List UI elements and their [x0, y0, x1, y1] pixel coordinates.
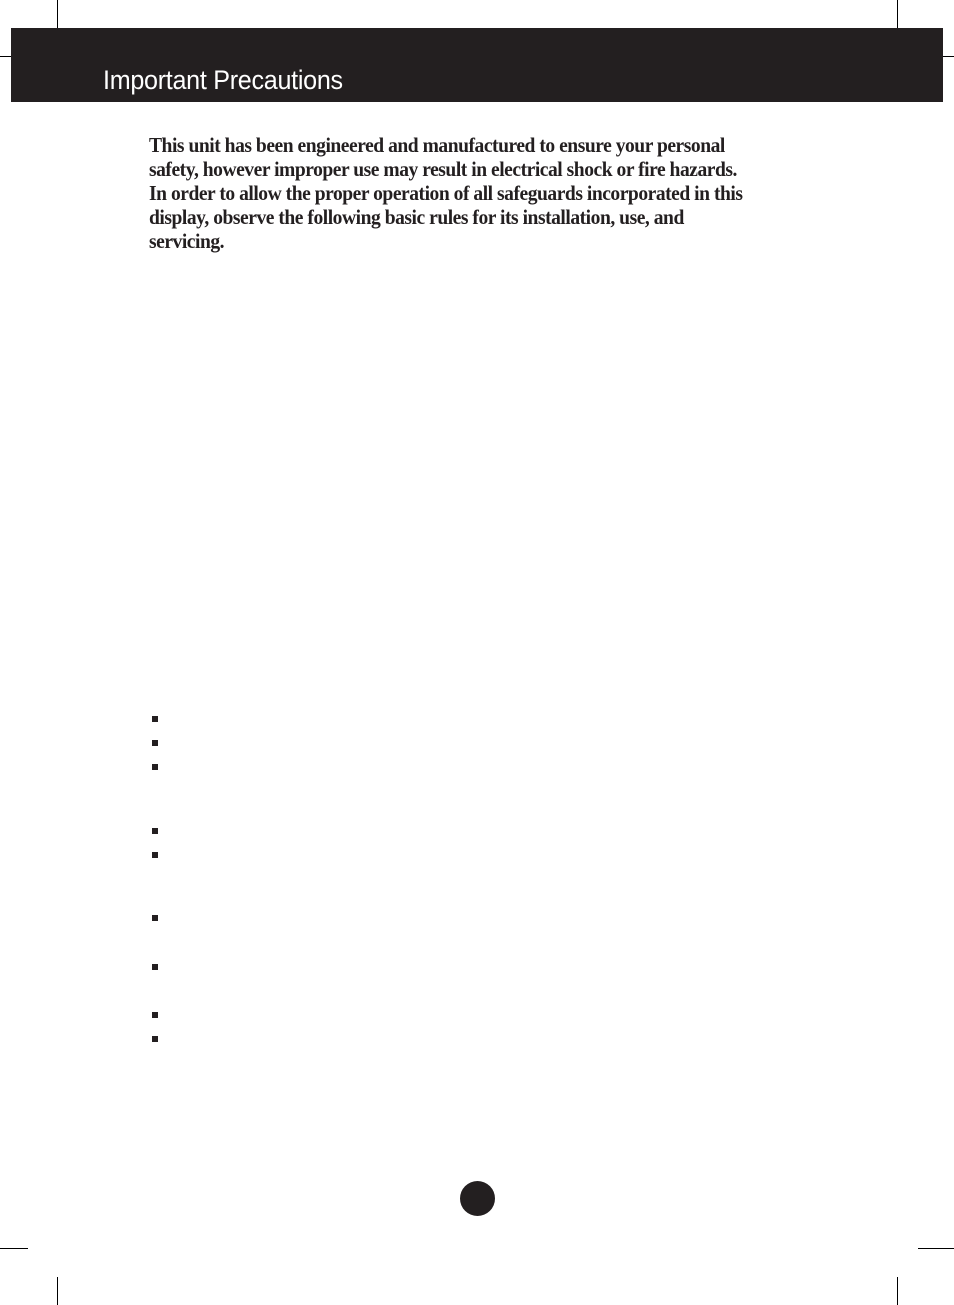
- crop-mark-bottom-right-horizontal: [918, 1248, 954, 1249]
- bullet-marker: [152, 828, 158, 834]
- crop-mark-top-left-horizontal: [0, 56, 11, 57]
- intro-paragraph: [149, 133, 849, 253]
- bullet-marker: [152, 716, 158, 722]
- bullet-marker: [152, 764, 158, 770]
- crop-mark-top-right-vertical: [897, 0, 898, 28]
- bullet-marker: [152, 852, 158, 858]
- bullet-marker: [152, 964, 158, 970]
- intro-line: safety, however improper use may result in electrical shock or fire hazards.: [149, 157, 737, 181]
- intro-line: This unit has been engineered and manufactured to ensure your personal: [149, 133, 725, 157]
- crop-mark-bottom-left-vertical: [57, 1277, 58, 1305]
- crop-mark-top-right-horizontal: [943, 56, 954, 57]
- intro-line: servicing.: [149, 229, 225, 253]
- crop-mark-top-left-vertical: [57, 0, 58, 28]
- crop-mark-bottom-right-vertical: [897, 1277, 898, 1305]
- page-number-marker: [460, 1181, 495, 1216]
- intro-line: In order to allow the proper operation of all safeguards incorporated in this: [149, 181, 743, 205]
- intro-line: display, observe the following basic rules for its installation, use, and: [149, 205, 684, 229]
- crop-mark-bottom-left-horizontal: [0, 1248, 28, 1249]
- bullet-marker: [152, 740, 158, 746]
- bullet-marker: [152, 915, 158, 921]
- bullet-marker: [152, 1012, 158, 1018]
- bullet-marker: [152, 1036, 158, 1042]
- page-title: Important Precautions: [103, 65, 343, 95]
